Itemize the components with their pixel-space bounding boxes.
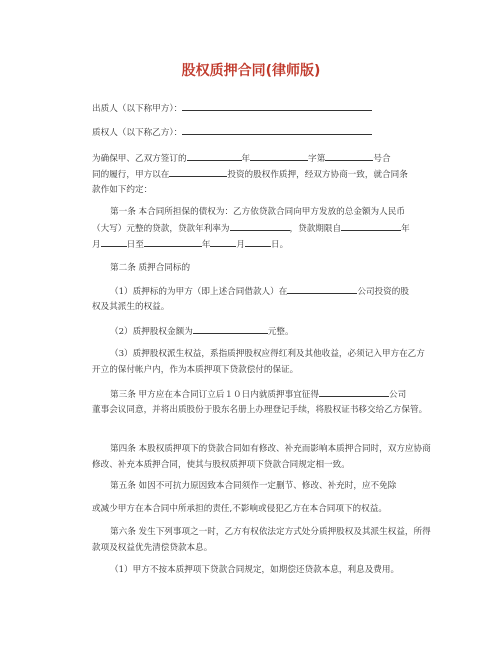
intro-line-2 (92, 166, 432, 183)
intro-blank-1 (187, 150, 242, 161)
article-3-line-1 (92, 386, 432, 403)
article-1-text-6: 日至 (126, 240, 144, 250)
article-2-item-1-text-a: （1）质押标的为甲方（即上述合同借款人）在 (110, 287, 288, 297)
article-1-text-8: 月 (236, 240, 246, 250)
article-1-blank-month-1 (101, 236, 127, 247)
article-1-blank-day-2 (245, 236, 271, 247)
article-6-item-1 (92, 562, 432, 578)
article-2-item-1-line-2 (92, 299, 432, 315)
article-5-text-1: 第五条 如因不可抗力原因致本合同须作一定删节、修改、补充时，应不免除 (110, 481, 397, 491)
article-3-text-1: 第三条 甲方应在本合同订立后１０日内就质押事宜征得 (110, 390, 319, 400)
article-2-heading (92, 260, 432, 276)
intro-blank-4 (169, 166, 227, 177)
article-3-line-2: 董事会议同意，并将出质股份于股东名册上办理登记手续，将股权证书移交给乙方保管。 (92, 405, 428, 415)
article-1-line-1 (92, 204, 432, 220)
article-2-item-1-text-c: 权及其派生的权益。 (92, 302, 170, 312)
intro-text-4: 号合 (373, 154, 391, 164)
party-a-blank (182, 100, 372, 111)
article-6-item-1-text: （1）甲方不按本质押项下贷款合同规定，如期偿还贷款本息，利息及费用。 (110, 565, 400, 575)
party-b-label: 质权人（以下称乙方）： (92, 128, 183, 138)
document-title: 股权质押合同(律师版) (181, 63, 321, 79)
article-2-item-2 (92, 323, 432, 340)
intro-blank-3 (325, 150, 373, 161)
article-2-item-1-line-1 (92, 283, 432, 300)
article-1-line-2 (92, 220, 432, 237)
article-1-text-3: ，贷款期限自 (289, 224, 342, 234)
article-1-blank-year-1 (341, 220, 401, 231)
intro-blank-2 (250, 150, 308, 161)
article-1-line-3 (92, 236, 432, 253)
party-a-label: 出质人（以下称甲方）： (92, 104, 183, 114)
intro-line-1 (92, 150, 432, 167)
article-1-text-4: 年 (401, 224, 410, 234)
intro-text-7: 款作如下约定： (92, 185, 153, 195)
article-2-item-2-text-b: 元整。 (267, 327, 294, 337)
article-1-text-5: 月 (92, 240, 101, 250)
intro-text-1: 为确保甲、乙双方签订的 (92, 154, 187, 164)
article-2-item-2-blank (193, 323, 268, 334)
party-b-line (92, 124, 432, 141)
article-6: 第六条 发生下列事项之一时，乙方有权依法定方式处分质押股权及其派生权益，所得款项及权益优先清偿贷款本息。 (92, 527, 431, 553)
article-1-blank-year-2 (144, 236, 202, 247)
article-2-text: 第二条 质押合同标的 (110, 263, 191, 273)
article-1-blank-rate (230, 220, 290, 231)
article-1-text-9: 日。 (271, 240, 289, 250)
article-5-line-2: 或减少甲方在本合同中所承担的责任,不影响或侵犯乙方在本合同项下的权益。 (92, 504, 387, 514)
party-a-line (92, 100, 432, 117)
article-1-blank-month-2 (210, 236, 236, 247)
article-5-line-1 (92, 478, 432, 494)
article-1-text-2: （大写）元整的贷款，贷款年利率为 (92, 224, 230, 234)
article-2-item-2-text-a: （2）质押股权金额为 (110, 327, 193, 337)
article-2-item-1-blank (287, 283, 357, 294)
article-1-text-7: 年 (201, 240, 211, 250)
article-2-item-3: （3）质押股权派生权益，系指质押股权应得红利及其他收益，必须记入甲方在乙方开立的保付帐户内，作为本质押项下贷款偿付的保证。 (92, 349, 425, 375)
intro-text-6: 投资的股权作质押，经双方协商一致，就合同条 (227, 170, 408, 180)
article-4: 第四条 本股权质押项下的贷款合同如有修改、补充而影响本质押合同时，双方应协商修改、补充本质押合同，使其与股权质押项下贷款合同规定相一致。 (92, 444, 431, 470)
article-2-item-1-text-b: 公司投资的股 (357, 287, 409, 297)
article-1-text-1: 第一条 本合同所担保的债权为：乙方依贷款合同向甲方发放的总金额为人民币 (110, 207, 405, 217)
party-b-blank (182, 124, 372, 135)
intro-text-2: 年 (241, 154, 251, 164)
article-3-blank (319, 386, 389, 397)
intro-text-3: 字第 (308, 154, 326, 164)
intro-line-3 (92, 182, 432, 198)
article-3-text-2: 公司 (388, 390, 407, 400)
intro-text-5: 同的履行，甲方以在 (92, 170, 170, 180)
